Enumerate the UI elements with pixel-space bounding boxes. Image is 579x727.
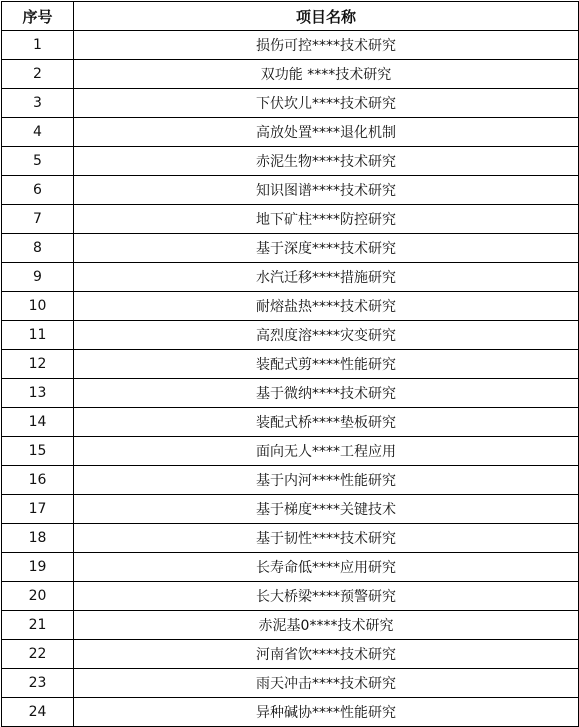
row-project-name: 雨天冲击****技术研究 bbox=[74, 669, 579, 698]
project-table bbox=[1, 1, 579, 727]
table-row bbox=[2, 495, 579, 524]
table-row bbox=[2, 466, 579, 495]
row-number: 11 bbox=[2, 321, 74, 350]
row-number: 17 bbox=[2, 495, 74, 524]
row-number: 18 bbox=[2, 524, 74, 553]
row-project-name: 损伤可控****技术研究 bbox=[74, 31, 579, 60]
table-row bbox=[2, 321, 579, 350]
row-project-name: 地下矿柱****防控研究 bbox=[74, 205, 579, 234]
header-project-name: 项目名称 bbox=[74, 2, 579, 31]
row-project-name: 下伏坎儿****技术研究 bbox=[74, 89, 579, 118]
table-row bbox=[2, 437, 579, 466]
row-project-name: 河南省饮****技术研究 bbox=[74, 640, 579, 669]
row-number: 4 bbox=[2, 118, 74, 147]
row-project-name: 基于深度****技术研究 bbox=[74, 234, 579, 263]
table-row bbox=[2, 205, 579, 234]
row-number: 7 bbox=[2, 205, 74, 234]
row-number: 22 bbox=[2, 640, 74, 669]
row-project-name: 高放处置****退化机制 bbox=[74, 118, 579, 147]
row-project-name: 双功能 ****技术研究 bbox=[74, 60, 579, 89]
row-number: 2 bbox=[2, 60, 74, 89]
row-project-name: 装配式桥****垫板研究 bbox=[74, 408, 579, 437]
row-number: 1 bbox=[2, 31, 74, 60]
row-project-name: 高烈度溶****灾变研究 bbox=[74, 321, 579, 350]
table-row bbox=[2, 524, 579, 553]
row-number: 3 bbox=[2, 89, 74, 118]
row-project-name: 基于韧性****技术研究 bbox=[74, 524, 579, 553]
table-row bbox=[2, 611, 579, 640]
row-number: 21 bbox=[2, 611, 74, 640]
row-project-name: 基于梯度****关键技术 bbox=[74, 495, 579, 524]
table-row bbox=[2, 60, 579, 89]
header-number: 序号 bbox=[2, 2, 74, 31]
row-project-name: 赤泥生物****技术研究 bbox=[74, 147, 579, 176]
row-project-name: 长寿命低****应用研究 bbox=[74, 553, 579, 582]
row-number: 14 bbox=[2, 408, 74, 437]
row-project-name: 知识图谱****技术研究 bbox=[74, 176, 579, 205]
table-row bbox=[2, 234, 579, 263]
table-row bbox=[2, 263, 579, 292]
table-row bbox=[2, 176, 579, 205]
row-project-name: 耐熔盐热****技术研究 bbox=[74, 292, 579, 321]
table-row bbox=[2, 350, 579, 379]
row-number: 13 bbox=[2, 379, 74, 408]
row-project-name: 装配式剪****性能研究 bbox=[74, 350, 579, 379]
row-project-name: 基于微纳****技术研究 bbox=[74, 379, 579, 408]
row-number: 20 bbox=[2, 582, 74, 611]
row-number: 6 bbox=[2, 176, 74, 205]
table-row bbox=[2, 31, 579, 60]
row-number: 19 bbox=[2, 553, 74, 582]
row-number: 23 bbox=[2, 669, 74, 698]
row-number: 15 bbox=[2, 437, 74, 466]
row-number: 9 bbox=[2, 263, 74, 292]
row-number: 5 bbox=[2, 147, 74, 176]
table-row bbox=[2, 553, 579, 582]
row-project-name: 赤泥基0****技术研究 bbox=[74, 611, 579, 640]
table-row bbox=[2, 582, 579, 611]
table-row bbox=[2, 147, 579, 176]
row-project-name: 基于内河****性能研究 bbox=[74, 466, 579, 495]
table-row bbox=[2, 698, 579, 727]
table-row bbox=[2, 640, 579, 669]
row-project-name: 异种碱协****性能研究 bbox=[74, 698, 579, 727]
table-row bbox=[2, 408, 579, 437]
row-number: 16 bbox=[2, 466, 74, 495]
table-header-row bbox=[2, 2, 579, 31]
table-row bbox=[2, 669, 579, 698]
table-row bbox=[2, 379, 579, 408]
row-number: 24 bbox=[2, 698, 74, 727]
row-number: 12 bbox=[2, 350, 74, 379]
row-project-name: 长大桥梁****预警研究 bbox=[74, 582, 579, 611]
row-project-name: 面向无人****工程应用 bbox=[74, 437, 579, 466]
row-number: 8 bbox=[2, 234, 74, 263]
table-row bbox=[2, 89, 579, 118]
row-project-name: 水汽迁移****措施研究 bbox=[74, 263, 579, 292]
row-number: 10 bbox=[2, 292, 74, 321]
table-row bbox=[2, 118, 579, 147]
table-row bbox=[2, 292, 579, 321]
